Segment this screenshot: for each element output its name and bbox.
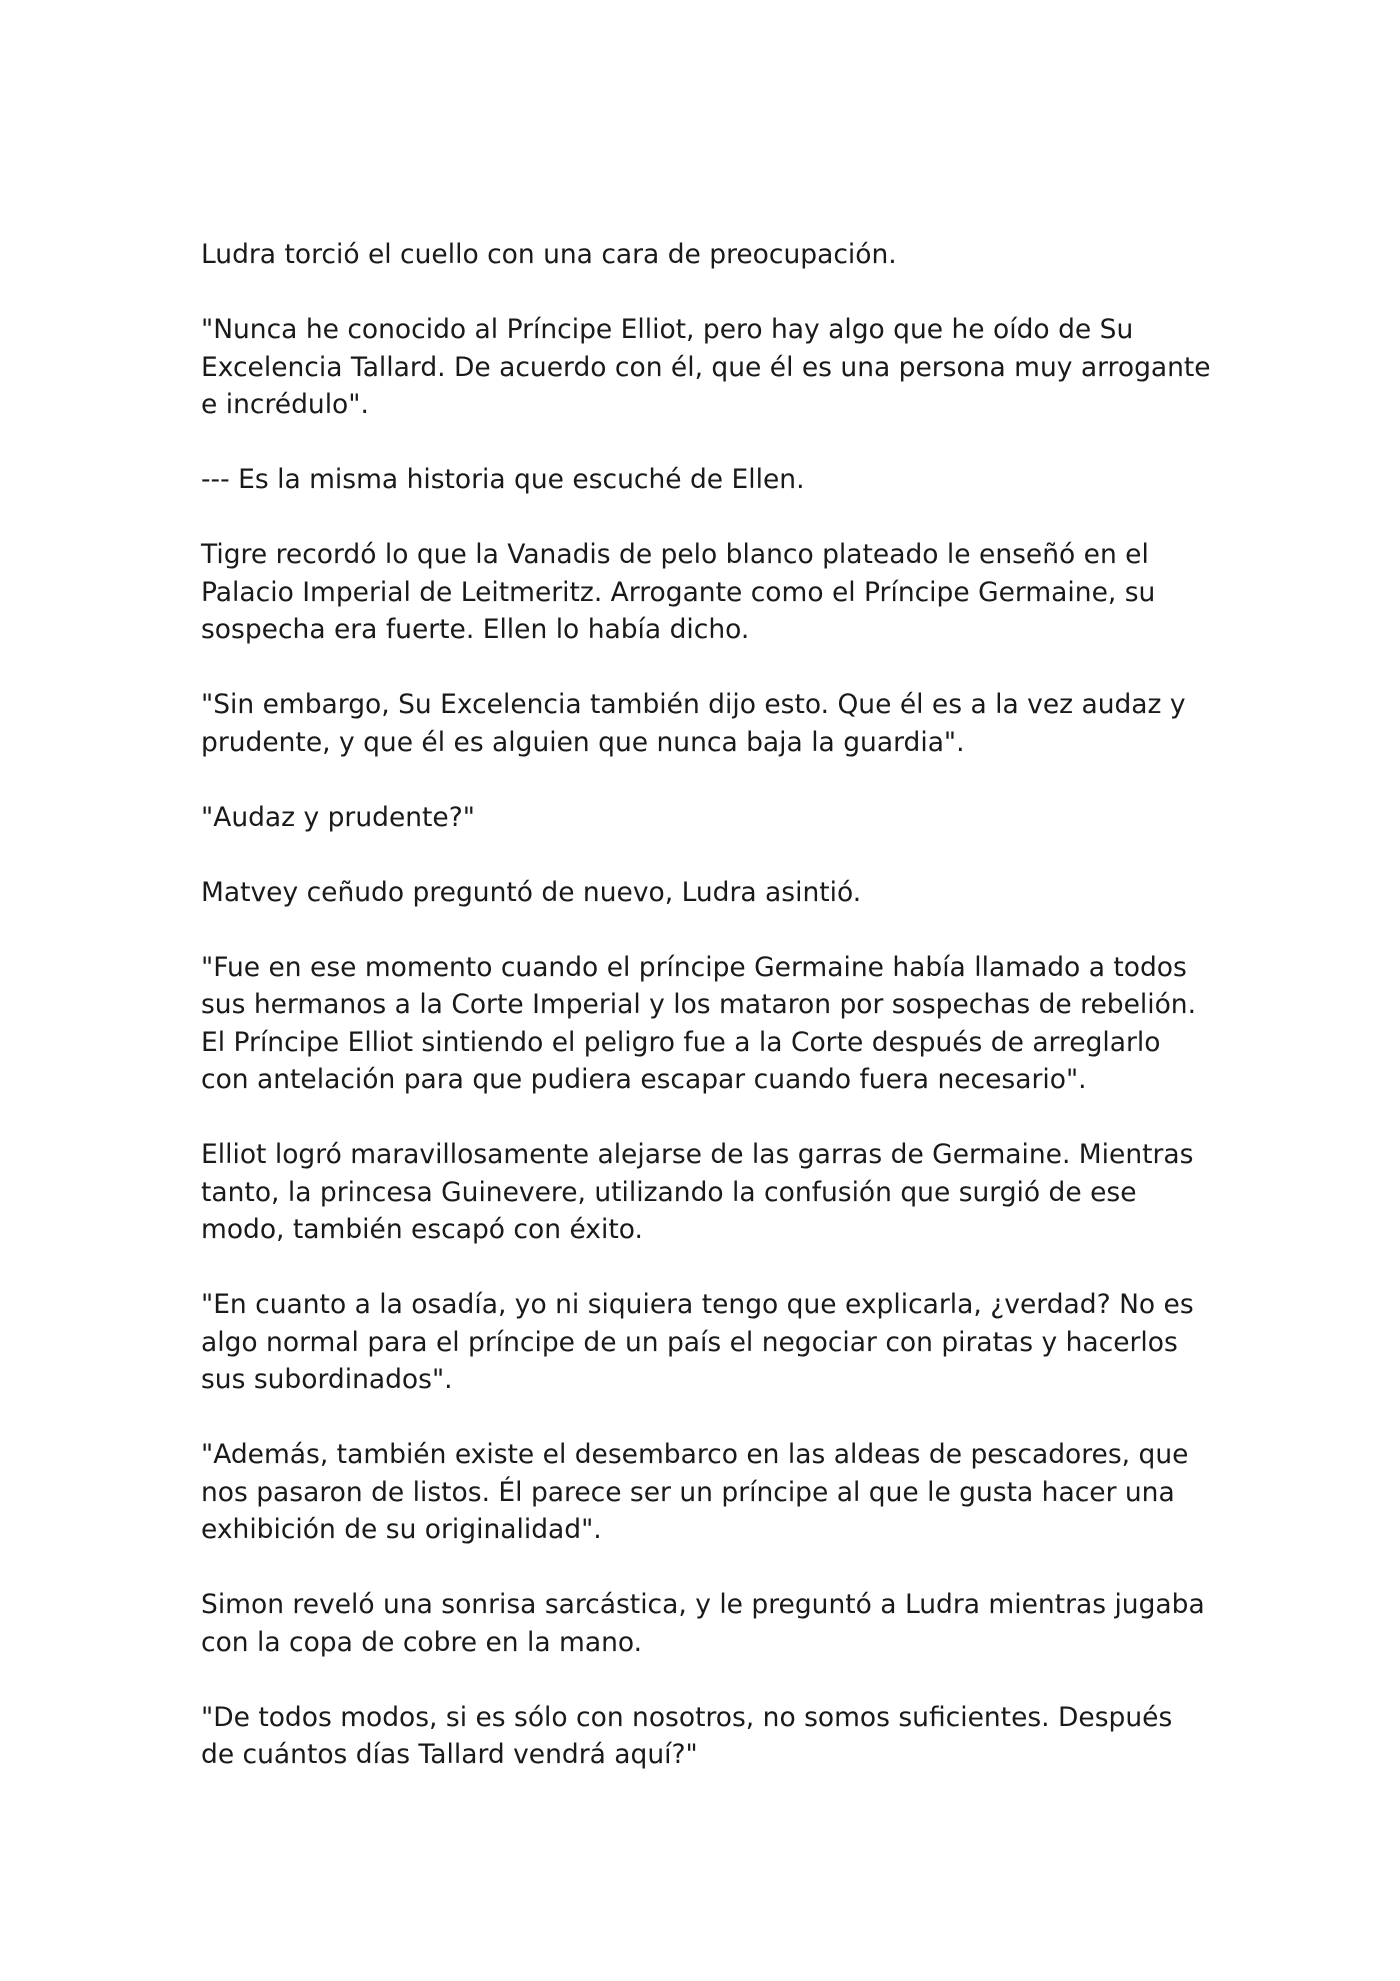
paragraph: Matvey ceñudo preguntó de nuevo, Ludra asintió. xyxy=(201,876,862,908)
paragraph: Tigre recordó lo que la Vanadis de pelo blanco plateado le enseñó en el Palacio Imperial de Leitmeritz. Arrogante como el Príncipe Germaine, su sospecha era fuerte. Ellen lo había dicho. xyxy=(201,539,1156,645)
paragraph: "En cuanto a la osadía, yo ni siquiera tengo que explicarla, ¿verdad? No es algo normal para el príncipe de un país el negociar con piratas y hacerlos sus subordinados". xyxy=(201,1289,1194,1395)
document-body xyxy=(201,236,1211,1811)
paragraph: Ludra torció el cuello con una cara de preocupación. xyxy=(201,239,897,270)
paragraph: "Audaz y prudente?" xyxy=(201,801,475,833)
paragraph: "Fue en ese momento cuando el príncipe Germaine había llamado a todos sus hermanos a la Corte Imperial y los mataron por sospechas de rebelión. El Príncipe Elliot sintiendo el peligro fue a la Corte después de arreglarlo con antelación para que pudiera escapar cuando fuera necesario". xyxy=(201,951,1197,1095)
paragraph: "Nunca he conocido al Príncipe Elliot, pero hay algo que he oído de Su Excelencia Tallard. De acuerdo con él, que él es una persona muy arrogante e incrédulo". xyxy=(201,314,1211,420)
paragraph: "De todos modos, si es sólo con nosotros, no somos suficientes. Después de cuántos días Tallard vendrá aquí?" xyxy=(201,1701,1173,1770)
paragraph: Simon reveló una sonrisa sarcástica, y le preguntó a Ludra mientras jugaba con la copa de cobre en la mano. xyxy=(201,1589,1205,1658)
paragraph: --- Es la misma historia que escuché de Ellen. xyxy=(201,464,805,495)
paragraph: "Además, también existe el desembarco en las aldeas de pescadores, que nos pasaron de listos. Él parece ser un príncipe al que le gusta hacer una exhibición de su originalidad". xyxy=(201,1439,1189,1545)
paragraph: Elliot logró maravillosamente alejarse de las garras de Germaine. Mientras tanto, la princesa Guinevere, utilizando la confusión que surgió de ese modo, también escapó con éxito. xyxy=(201,1139,1194,1245)
paragraph: "Sin embargo, Su Excelencia también dijo esto. Que él es a la vez audaz y prudente, y que él es alguien que nunca baja la guardia". xyxy=(201,689,1186,758)
